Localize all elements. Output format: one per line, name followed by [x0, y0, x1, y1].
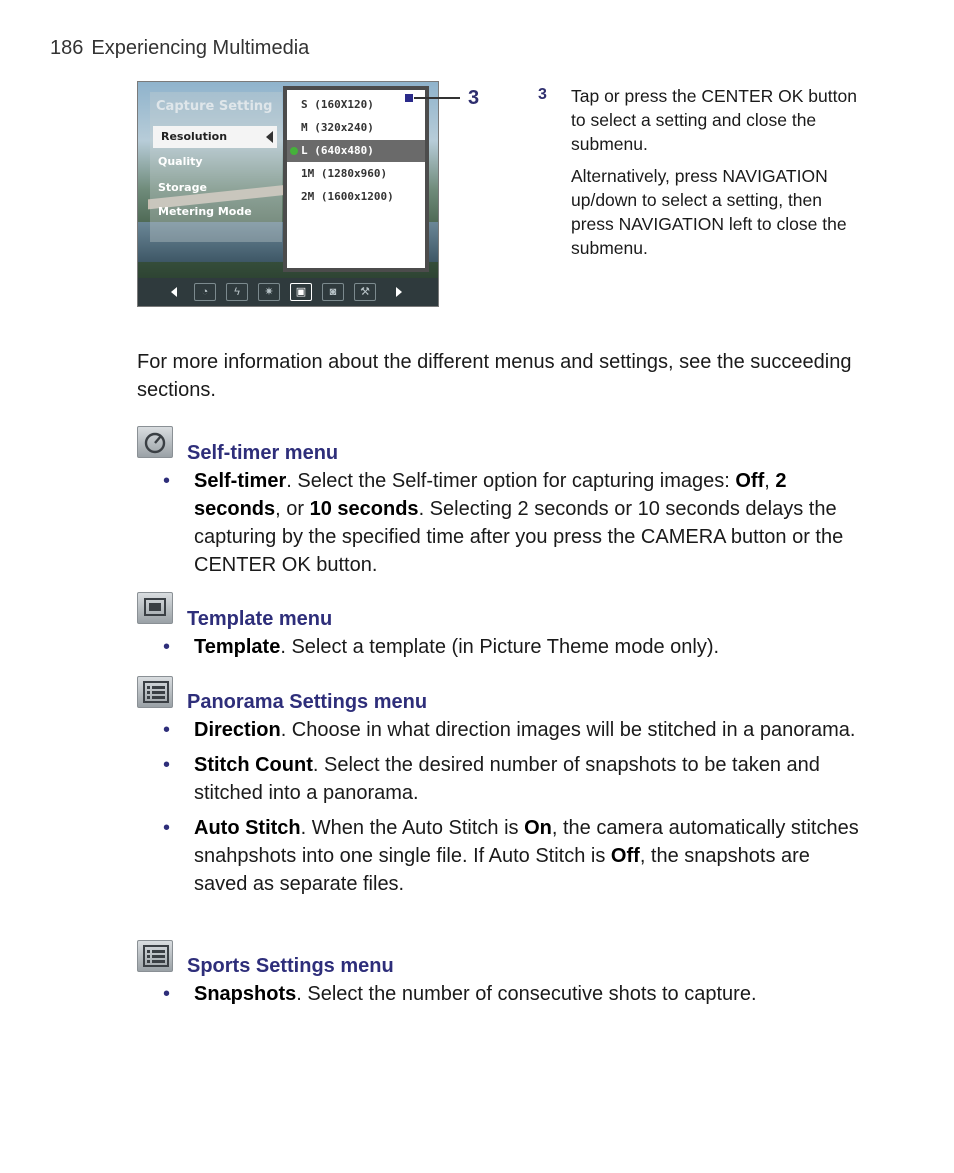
arrow-left-icon[interactable]: [171, 287, 177, 297]
option-2m[interactable]: 2M (1600x1200): [301, 190, 394, 203]
selected-indicator-icon: [290, 147, 298, 155]
self-timer-list: [160, 467, 860, 586]
panorama-settings-menu-title: Panorama Settings menu: [187, 691, 428, 713]
caret-left-icon: [266, 131, 273, 143]
callout-marker: [405, 94, 413, 102]
template-menu-title: Template menu: [187, 608, 333, 630]
flash-icon[interactable]: ϟ: [226, 283, 248, 301]
template-icon: [137, 592, 173, 624]
section-name: Experiencing Multimedia: [91, 37, 310, 59]
page-number: 186: [50, 37, 84, 59]
list-item: • Template. Select a template (in Picture Theme mode only).: [160, 633, 860, 661]
list-item: • Snapshots. Select the number of consecutive shots to capture.: [160, 980, 860, 1008]
menu-item-metering-mode[interactable]: Metering Mode: [158, 205, 252, 218]
step-line-2: Alternatively, press NAVIGATION up/down to select a setting, then press NAVIGATION left to close the submenu.: [571, 166, 847, 258]
option-s[interactable]: S (160X120): [301, 98, 374, 111]
menu-item-storage[interactable]: Storage: [158, 181, 207, 194]
self-timer-menu-title: Self-timer menu: [187, 442, 339, 464]
list-item: • Self-timer. Select the Self-timer option for capturing images: Off, 2 seconds, or 10 seconds. Selecting 2 seconds or 10 seconds delays the capturing by the specified time after you press the CAMERA button or the CENTER OK button.: [160, 467, 860, 579]
step-number: 3: [538, 86, 547, 103]
option-1m[interactable]: 1M (1280x960): [301, 167, 388, 180]
tools-icon[interactable]: ⚒: [354, 283, 376, 301]
panorama-list: [160, 716, 860, 905]
step-description: [571, 84, 861, 268]
brightness-icon[interactable]: ✷: [258, 283, 280, 301]
self-timer-icon[interactable]: ◔: [194, 283, 216, 301]
list-item: • Stitch Count. Select the desired number of snapshots to be taken and stitched into a panorama.: [160, 751, 860, 807]
camera-settings-screenshot: [137, 81, 439, 307]
settings-list-icon: [137, 940, 173, 972]
callout-line: [414, 97, 460, 99]
template-list: [160, 633, 860, 668]
capture-settings-title: Capture Setting: [156, 99, 273, 114]
settings-list-icon: [137, 676, 173, 708]
intro-paragraph: For more information about the different menus and settings, see the succeeding sections.: [137, 351, 852, 401]
self-timer-icon: [137, 426, 173, 458]
option-m[interactable]: M (320x240): [301, 121, 374, 134]
menu-item-quality[interactable]: Quality: [158, 155, 203, 168]
list-item: • Auto Stitch. When the Auto Stitch is On, the camera automatically stitches snahpshots into one single file. If Auto Stitch is Off, the snapshots are saved as separate files.: [160, 814, 860, 898]
camera-preview: [138, 82, 438, 278]
sports-settings-menu-title: Sports Settings menu: [187, 955, 394, 977]
resolution-submenu: [283, 86, 429, 272]
camera-icon[interactable]: ◙: [322, 283, 344, 301]
list-item: • Direction. Choose in what direction images will be stitched in a panorama.: [160, 716, 860, 744]
callout-number: 3: [468, 87, 480, 109]
sports-list: [160, 980, 860, 1015]
camera-toolbar: [138, 278, 438, 306]
step-line-1: Tap or press the CENTER OK button to select a setting and close the submenu.: [571, 86, 857, 154]
menu-item-resolution[interactable]: Resolution: [153, 126, 277, 148]
page-header: [50, 37, 309, 60]
resolution-icon[interactable]: ▣: [290, 283, 312, 301]
option-l[interactable]: L (640x480): [287, 140, 425, 162]
arrow-right-icon[interactable]: [396, 287, 402, 297]
